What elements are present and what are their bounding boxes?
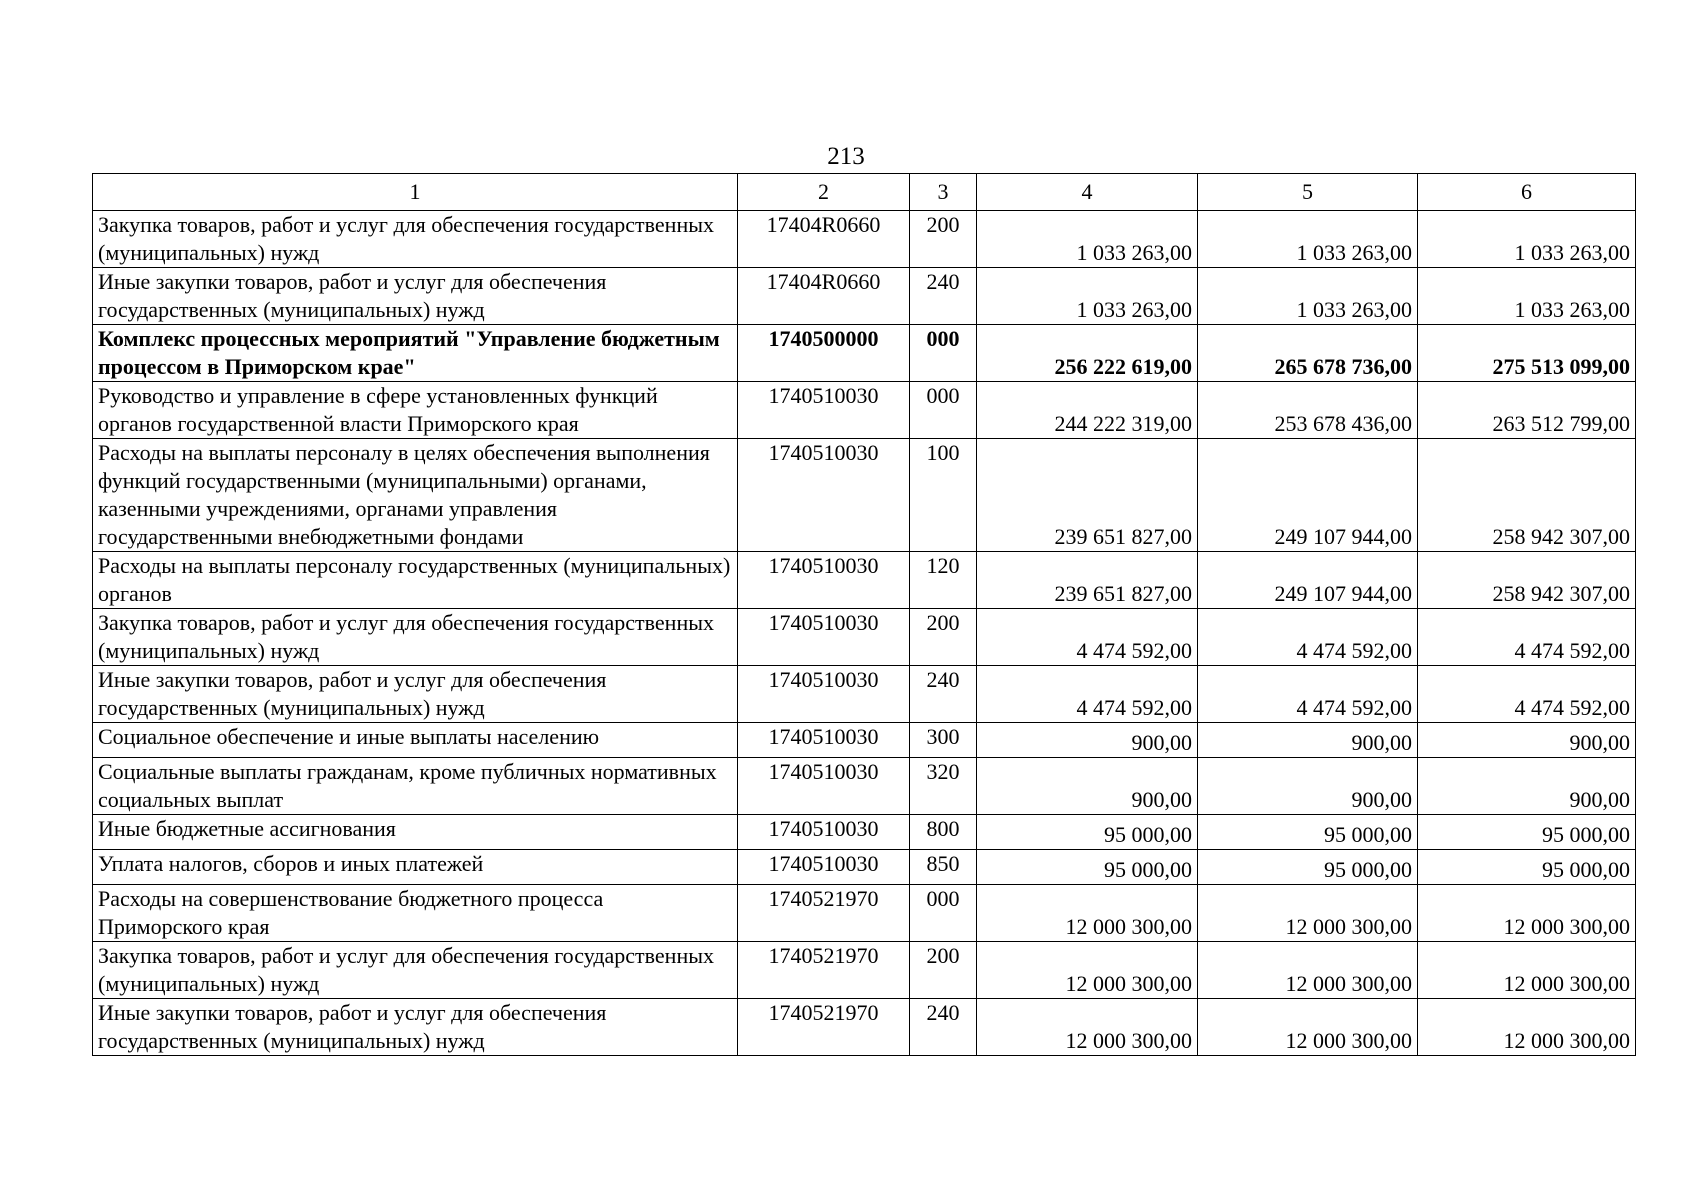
column-header: 4 xyxy=(977,174,1198,211)
row-expense-type: 800 xyxy=(910,815,977,850)
row-expense-type: 240 xyxy=(910,999,977,1056)
row-code: 1740510030 xyxy=(738,666,910,723)
table-row xyxy=(93,942,1636,999)
table-row xyxy=(93,325,1636,382)
table-row xyxy=(93,723,1636,758)
row-code: 1740510030 xyxy=(738,552,910,609)
column-header: 6 xyxy=(1418,174,1636,211)
row-amount-col5: 900,00 xyxy=(1198,758,1418,815)
table-row xyxy=(93,850,1636,885)
row-expense-type: 200 xyxy=(910,942,977,999)
row-amount-col5: 4 474 592,00 xyxy=(1198,666,1418,723)
table-row xyxy=(93,815,1636,850)
row-amount-col5: 95 000,00 xyxy=(1198,815,1418,850)
row-amount-col5: 4 474 592,00 xyxy=(1198,609,1418,666)
row-code: 1740521970 xyxy=(738,999,910,1056)
row-amount-col5: 12 000 300,00 xyxy=(1198,999,1418,1056)
row-code: 17404R0660 xyxy=(738,268,910,325)
row-name: Расходы на выплаты персоналу в целях обеспечения выполнения функций государственными (муниципальными) органами, казенными учреждениями, органами управления государственными внебюджетными фондами xyxy=(93,439,738,552)
row-amount-col6: 900,00 xyxy=(1418,723,1636,758)
row-amount-col5: 265 678 736,00 xyxy=(1198,325,1418,382)
row-amount-col4: 239 651 827,00 xyxy=(977,552,1198,609)
row-amount-col4: 95 000,00 xyxy=(977,850,1198,885)
row-code: 1740510030 xyxy=(738,609,910,666)
row-amount-col6: 900,00 xyxy=(1418,758,1636,815)
row-name: Руководство и управление в сфере установленных функций органов государственной власти Приморского края xyxy=(93,382,738,439)
table-header-row xyxy=(93,174,1636,211)
table-body xyxy=(93,211,1636,1056)
row-amount-col6: 4 474 592,00 xyxy=(1418,609,1636,666)
row-expense-type: 200 xyxy=(910,211,977,268)
row-amount-col6: 275 513 099,00 xyxy=(1418,325,1636,382)
row-expense-type: 240 xyxy=(910,268,977,325)
table-row xyxy=(93,885,1636,942)
row-amount-col5: 249 107 944,00 xyxy=(1198,552,1418,609)
row-amount-col6: 258 942 307,00 xyxy=(1418,552,1636,609)
row-name: Социальные выплаты гражданам, кроме публичных нормативных социальных выплат xyxy=(93,758,738,815)
row-code: 1740510030 xyxy=(738,850,910,885)
table-row xyxy=(93,382,1636,439)
row-amount-col4: 4 474 592,00 xyxy=(977,609,1198,666)
row-amount-col6: 1 033 263,00 xyxy=(1418,268,1636,325)
table-row xyxy=(93,211,1636,268)
row-name: Иные закупки товаров, работ и услуг для обеспечения государственных (муниципальных) нужд xyxy=(93,268,738,325)
row-amount-col6: 12 000 300,00 xyxy=(1418,942,1636,999)
column-header: 3 xyxy=(910,174,977,211)
row-amount-col6: 263 512 799,00 xyxy=(1418,382,1636,439)
page-number: 213 xyxy=(827,143,865,170)
row-code: 1740521970 xyxy=(738,942,910,999)
row-expense-type: 200 xyxy=(910,609,977,666)
row-expense-type: 000 xyxy=(910,382,977,439)
row-code: 17404R0660 xyxy=(738,211,910,268)
row-expense-type: 850 xyxy=(910,850,977,885)
row-amount-col6: 95 000,00 xyxy=(1418,850,1636,885)
row-name: Расходы на совершенствование бюджетного процесса Приморского края xyxy=(93,885,738,942)
row-amount-col5: 900,00 xyxy=(1198,723,1418,758)
row-amount-col6: 95 000,00 xyxy=(1418,815,1636,850)
row-amount-col4: 900,00 xyxy=(977,758,1198,815)
row-amount-col6: 12 000 300,00 xyxy=(1418,885,1636,942)
row-amount-col6: 1 033 263,00 xyxy=(1418,211,1636,268)
row-amount-col4: 256 222 619,00 xyxy=(977,325,1198,382)
column-header: 1 xyxy=(93,174,738,211)
budget-table xyxy=(92,173,1636,1056)
row-code: 1740510030 xyxy=(738,439,910,552)
row-name: Закупка товаров, работ и услуг для обеспечения государственных (муниципальных) нужд xyxy=(93,609,738,666)
table-row xyxy=(93,666,1636,723)
row-amount-col4: 1 033 263,00 xyxy=(977,211,1198,268)
row-name: Иные закупки товаров, работ и услуг для обеспечения государственных (муниципальных) нужд xyxy=(93,999,738,1056)
row-amount-col4: 244 222 319,00 xyxy=(977,382,1198,439)
row-expense-type: 100 xyxy=(910,439,977,552)
row-code: 1740510030 xyxy=(738,815,910,850)
row-code: 1740510030 xyxy=(738,382,910,439)
row-amount-col4: 95 000,00 xyxy=(977,815,1198,850)
row-amount-col5: 1 033 263,00 xyxy=(1198,211,1418,268)
row-amount-col4: 12 000 300,00 xyxy=(977,942,1198,999)
row-name: Закупка товаров, работ и услуг для обеспечения государственных (муниципальных) нужд xyxy=(93,942,738,999)
row-amount-col5: 253 678 436,00 xyxy=(1198,382,1418,439)
row-code: 1740500000 xyxy=(738,325,910,382)
row-expense-type: 120 xyxy=(910,552,977,609)
row-amount-col5: 1 033 263,00 xyxy=(1198,268,1418,325)
table-row xyxy=(93,552,1636,609)
column-header: 5 xyxy=(1198,174,1418,211)
column-header: 2 xyxy=(738,174,910,211)
table-row xyxy=(93,999,1636,1056)
row-amount-col6: 12 000 300,00 xyxy=(1418,999,1636,1056)
table-row xyxy=(93,609,1636,666)
row-amount-col5: 95 000,00 xyxy=(1198,850,1418,885)
row-name: Закупка товаров, работ и услуг для обеспечения государственных (муниципальных) нужд xyxy=(93,211,738,268)
row-amount-col6: 4 474 592,00 xyxy=(1418,666,1636,723)
row-name: Иные закупки товаров, работ и услуг для обеспечения государственных (муниципальных) нужд xyxy=(93,666,738,723)
row-amount-col4: 12 000 300,00 xyxy=(977,999,1198,1056)
row-expense-type: 000 xyxy=(910,325,977,382)
table-row xyxy=(93,439,1636,552)
row-amount-col5: 12 000 300,00 xyxy=(1198,885,1418,942)
row-name: Расходы на выплаты персоналу государственных (муниципальных) органов xyxy=(93,552,738,609)
row-amount-col4: 900,00 xyxy=(977,723,1198,758)
row-expense-type: 320 xyxy=(910,758,977,815)
row-expense-type: 300 xyxy=(910,723,977,758)
row-name: Комплекс процессных мероприятий "Управление бюджетным процессом в Приморском крае" xyxy=(93,325,738,382)
row-amount-col5: 249 107 944,00 xyxy=(1198,439,1418,552)
row-amount-col6: 258 942 307,00 xyxy=(1418,439,1636,552)
row-amount-col4: 1 033 263,00 xyxy=(977,268,1198,325)
table-row xyxy=(93,268,1636,325)
row-amount-col5: 12 000 300,00 xyxy=(1198,942,1418,999)
row-amount-col4: 4 474 592,00 xyxy=(977,666,1198,723)
table-row xyxy=(93,758,1636,815)
row-amount-col4: 239 651 827,00 xyxy=(977,439,1198,552)
row-expense-type: 240 xyxy=(910,666,977,723)
row-expense-type: 000 xyxy=(910,885,977,942)
row-name: Уплата налогов, сборов и иных платежей xyxy=(93,850,738,885)
row-name: Иные бюджетные ассигнования xyxy=(93,815,738,850)
row-name: Социальное обеспечение и иные выплаты населению xyxy=(93,723,738,758)
row-code: 1740521970 xyxy=(738,885,910,942)
row-amount-col4: 12 000 300,00 xyxy=(977,885,1198,942)
row-code: 1740510030 xyxy=(738,723,910,758)
row-code: 1740510030 xyxy=(738,758,910,815)
